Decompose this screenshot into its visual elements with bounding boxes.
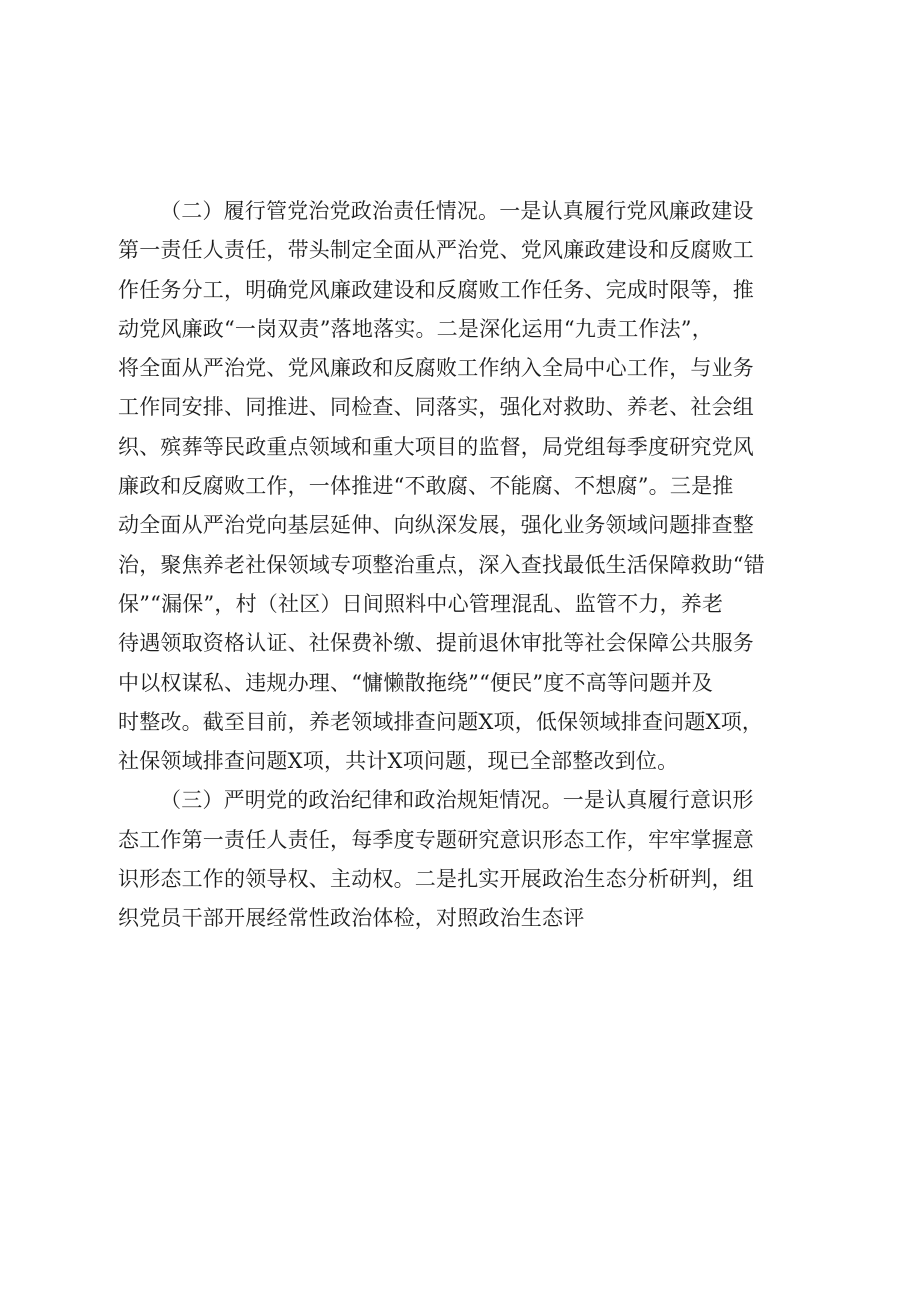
paragraph-line: 工作同安排、同推进、同检查、同落实，强化对救助、养老、社会组 [118,395,754,420]
paragraph-line: 动全面从严治党向基层延伸、向纵深发展，强化业务领域问题排查整 [118,513,754,538]
paragraph-3 [118,781,830,938]
document-body [118,192,830,939]
paragraph-line: 作任务分工，明确党风廉政建设和反腐败工作任务、完成时限等，推 [118,277,754,302]
paragraph-line: 织党员干部开展经常性政治体检，对照政治生态评 [118,906,585,931]
paragraph-2 [118,192,830,781]
paragraph-line: （三）严明党的政治纪律和政治规矩情况。一是认真履行意识形 [160,788,754,813]
paragraph-line: 廉政和反腐败工作，一体推进“不敢腐、不能腐、不想腐”。三是推 [118,474,734,499]
paragraph-line: 时整改。截至目前，养老领域排查问题X项，低保领域排查问题X项， [118,709,764,734]
paragraph-line: （二）履行管党治党政治责任情况。一是认真履行党风廉政建设 [160,199,754,223]
paragraph-line: 动党风廉政“一岗双责”落地落实。二是深化运用“九责工作法”， [118,316,713,341]
paragraph-line: 第一责任人责任，带头制定全面从严治党、党风廉政建设和反腐败工 [118,238,754,263]
paragraph-line: 治，聚焦养老社保领域专项整治重点，深入查找最低生活保障救助“错 [118,552,765,577]
paragraph-line: 待遇领取资格认证、社保费补缴、提前退休审批等社会保障公共服务 [118,631,754,656]
paragraph-line: 保”“漏保”，村（社区）日间照料中心管理混乱、监管不力，养老 [118,591,724,616]
paragraph-line: 织、殡葬等民政重点领域和重大项目的监督，局党组每季度研究党风 [118,434,754,459]
paragraph-line: 将全面从严治党、党风廉政和反腐败工作纳入全局中心工作，与业务 [118,356,754,381]
paragraph-line: 识形态工作的领导权、主动权。二是扎实开展政治生态分析研判，组 [118,867,754,892]
paragraph-line: 中以权谋私、违规办理、“慵懒散拖绕”“便民”度不高等问题并及 [118,670,713,695]
paragraph-line: 社保领域排查问题X项，共计X项问题，现已全部整改到位。 [118,749,679,774]
paragraph-line: 态工作第一责任人责任，每季度专题研究意识形态工作，牢牢掌握意 [118,827,754,852]
